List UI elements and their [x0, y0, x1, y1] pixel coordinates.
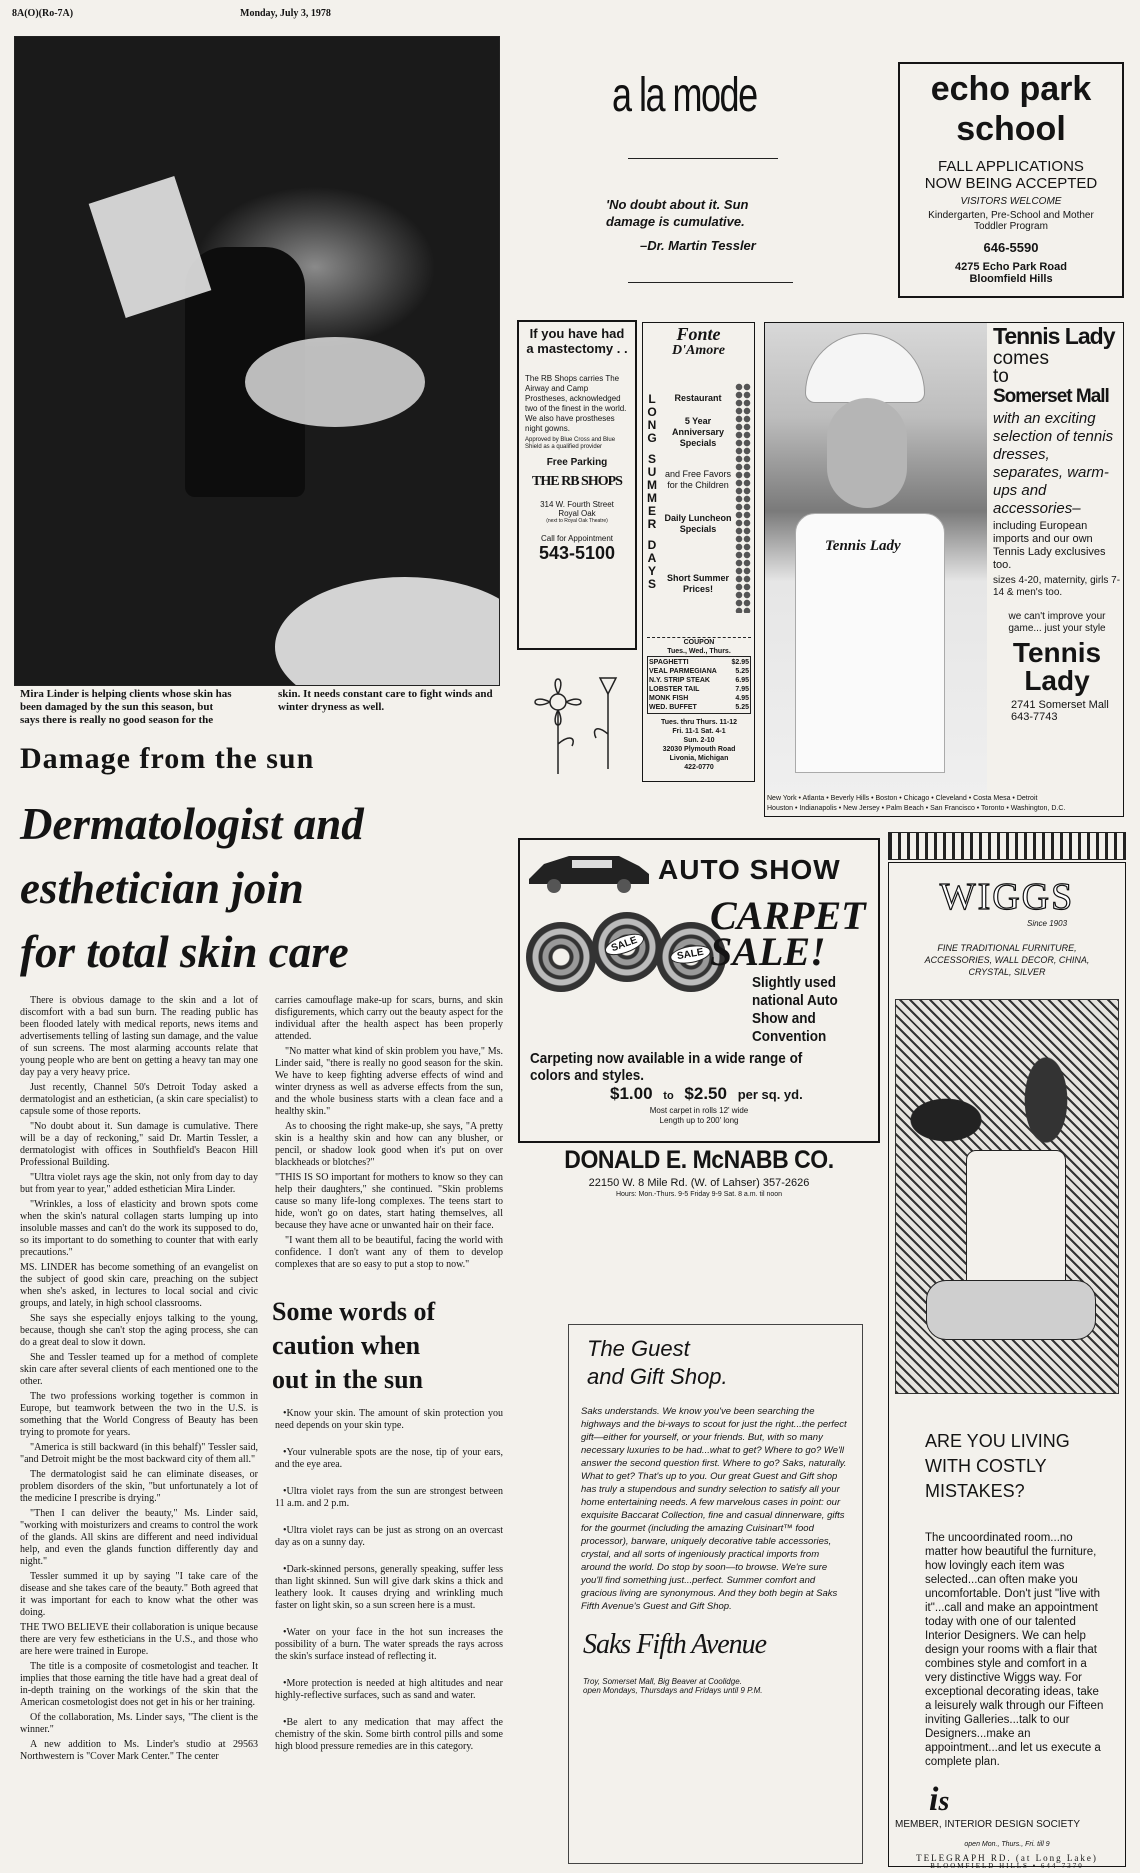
tennis-logo-2: Lady — [1024, 665, 1090, 696]
fonte-menu: SPAGHETTI $2.95 VEAL PARMEGIANA 5.25 N.Y. STRIP STEAK 6.95 LOBSTER TAIL 7.95 MONK FISH 4.95 WED. BUFFET 5.25 — [647, 656, 751, 714]
echo-name-2: school — [956, 110, 1066, 148]
headline-line-1: Dermatologist and — [20, 799, 364, 849]
alamode-quote: 'No doubt about it. Sun damage is cumulative. — [606, 197, 749, 229]
fonte-logo-2: D'Amore — [672, 343, 725, 358]
rb-logo: THE RB SHOPS — [532, 474, 622, 489]
fonte-coupon: COUPON — [647, 637, 751, 647]
article-col-1 — [20, 995, 258, 1855]
echo-address-1: 4275 Echo Park Road — [955, 261, 1067, 273]
flowers-illustration — [520, 664, 640, 784]
rb-shops-ad — [517, 320, 637, 650]
fonte-ad — [642, 322, 755, 782]
echo-visitors: VISITORS WELCOME — [960, 196, 1062, 207]
wiggs-address-2: BLOOMFIELD HILLS • 644-7370 — [930, 1862, 1084, 1870]
col1-p15: Of the collaboration, Ms. Linder says, "The client is the winner." — [20, 1712, 258, 1735]
rb-approved: Approved by Blue Cross and Blue Shield as a qualified provider — [525, 437, 616, 450]
tennis-mall: Somerset Mall — [993, 386, 1109, 407]
tennis-cities-1: New York • Atlanta • Beverly Hills • Boston • Chicago • Cleveland • Costa Mesa • Detroit — [767, 795, 1038, 802]
col1-p14: The title is a composite of cosmetologist and teacher. It implies that those earning the title have had a great deal of in-depth training on the workings of the skin that the American cosmetologist does not get in his or her training. — [20, 1661, 258, 1708]
fonte-vertical: L O N G S U M M E R D A Y S — [647, 392, 657, 591]
alamode-logo: a la mode — [612, 69, 757, 122]
guest-body: Saks understands. We know you've been searching the highways and the bi-ways to scout for just the right...the perfect gift—either for yourself, or your friends. But, with so many necessary luxuries to be had...what to get? Where to go? We'll answer the second question first. Where to go? Saks, naturally. What to get? That's up to you. Our great Guest and Gift shop has truly a stupendous and sundry selection to satisfy all your home entertaining needs. A few marvelous cases in point: our exquisite Baccarat Collection, fine and casual dinnerware, gifts for the gourmet (including the amazing Cuisinart™ food processor), barware, uniquely decorative table accessories, crystal, and all sorts of ingeniously practical imports from around the world. Do stop by soon—to browse. We're sure you'll find something just...perfect. Summer comfort and gracious living are synonymous. And they both begin at Saks Fifth Avenue's Guest and Gift Shop. — [581, 1406, 847, 1612]
tennis-to: to — [993, 366, 1009, 387]
echo-address-2: Bloomfield Hills — [969, 273, 1053, 285]
fonte-hours-2: Fri. 11-1 Sat. 4-1 — [672, 728, 726, 735]
col2-p4: "I want them all to be beautiful, facing the world with confidence. I don't want any of them to develop complexes that are so easy to put a stop to now." — [275, 1235, 503, 1270]
fonte-phone: 422-0770 — [684, 764, 714, 771]
col1-p4: "Wrinkles, a loss of elasticity and brown spots come when the skin's natural collagen starts lumping up into insoluble masses and can't do the work its supposed to do, so its important to do something to counter that with early precautions." — [20, 1199, 258, 1258]
tip-1: •Your vulnerable spots are the nose, tip of your ears, and the eye area. — [275, 1447, 503, 1470]
carpet-rolls — [526, 902, 726, 1012]
tip-6: •More protection is needed at high altitudes and near highly-reflective surfaces, such as sand and water. — [275, 1678, 503, 1701]
carpet-hours: Hours: Mon.-Thurs. 9-5 Friday 9-9 Sat. 8 a.m. til noon — [615, 1191, 783, 1198]
rb-headline: If you have had a mastectomy . . — [526, 326, 628, 356]
photo-caption-left: Mira Linder is helping clients whose skin has been damaged by the sun this season, but says there is really no good season for the — [20, 688, 232, 726]
main-photo — [14, 36, 500, 686]
wiggs-address-1: TELEGRAPH RD. (at Long Lake) — [916, 1853, 1098, 1863]
rb-address-3: (next to Royal Oak Theatre) — [546, 518, 608, 524]
tennis-cities-2: Houston • Indianapolis • New Jersey • Palm Beach • San Francisco • Toronto • Washington, D.C. — [767, 805, 1066, 812]
tip-2: •Ultra violet rays from the sun are strongest between 11 a.m. and 2 p.m. — [275, 1486, 503, 1509]
alamode-attribution: –Dr. Martin Tessler — [640, 238, 756, 253]
section-head: Damage from the sun — [20, 742, 315, 775]
col1-p16: A new addition to Ms. Linder's studio at 29563 Northwestern is "Cover Mark Center." The center — [20, 1739, 258, 1762]
tennis-sizes: sizes 4-20, maternity, girls 7-14 & men's too. — [993, 575, 1121, 598]
tip-7: •Be alert to any medication that may affect the chemistry of the skin. Some birth control pills and some high blood pressure remedies are in this category. — [275, 1717, 503, 1752]
col2-p1: "No matter what kind of skin problem you have," Ms. Linder said, "there is really no good season for the skin. We have to keep fighting adverse effects of wind and winter dryness as well as adverse effects from the sun, and the whole business starts with a clean face and a healthy skin." — [275, 1046, 503, 1117]
fonte-restaurant: Restaurant — [674, 393, 722, 403]
fonte-short-summer: Short Summer Prices! — [666, 573, 729, 594]
rb-parking: Free Parking — [546, 457, 608, 468]
tennis-shirt-logo: Tennis Lady — [825, 538, 901, 554]
fonte-anniv: 5 Year Anniversary Specials — [671, 416, 725, 448]
carpet-sale: SALE! — [710, 929, 826, 974]
tennis-logo-1: Tennis — [1012, 637, 1102, 668]
echo-phone: 646-5590 — [983, 240, 1039, 255]
carpet-note-1: Most carpet in rolls 12' wide — [649, 1106, 749, 1115]
col1-p12: Tessler summed it up by saying "I take care of the disease and she takes care of the beauty." Both agreed that it was important for each to know what the other was doing. — [20, 1571, 258, 1618]
col1-p9: "America is still backward (in this behalf)" Tessler said, "and Detroit might be the most backward city of them all." — [20, 1442, 258, 1465]
carpet-carpet: CARPET — [710, 893, 866, 938]
folio-page: 8A(O)(Ro-7A) — [12, 8, 74, 19]
rb-address-2: Royal Oak — [558, 509, 596, 518]
col1-p11: "Then I can deliver the beauty," Ms. Linder said, "working with moisturizers and creams to control the work of the glands. All skins are different and need individual help, and even the glands function differently day and night." — [20, 1508, 258, 1567]
saks-guest-ad — [568, 1324, 863, 1864]
carpet-price-2: $2.50 — [684, 1084, 727, 1103]
tip-5: •Water on your face in the hot sun increases the possibility of a burn. The water spreads the rays across the skin's surface instead of reflecting it. — [275, 1627, 503, 1662]
tennis-body-2: including European imports and our own Tennis Lady exclusives too. — [993, 520, 1106, 571]
fonte-lunch: Daily Luncheon Specials — [664, 513, 732, 534]
fonte-grapes — [735, 383, 751, 613]
tip-0: •Know your skin. The amount of skin protection you need depends on your skin type. — [275, 1408, 503, 1431]
tennis-comes: comes — [993, 348, 1049, 369]
saks-logo: Saks Fifth Avenue — [583, 1629, 767, 1660]
headline-line-2: esthetician join — [20, 863, 304, 913]
carpet-to: to — [663, 1090, 674, 1102]
tennis-body-1: with an exciting selection of tennis dresses, separates, warm-ups and accessories– — [993, 410, 1114, 517]
sidebar-title-2: caution when — [272, 1331, 421, 1360]
wiggs-is-logo: is — [929, 1781, 950, 1818]
fonte-hours-1: Tues. thru Thurs. 11-12 — [660, 719, 738, 726]
tip-4: •Dark-skinned persons, generally speaking, suffer less than light skinned. Sun will give dark skins a thick and leathery look. It causes drying and wrinkling much faster on light skin, so a sun screen here is a must. — [275, 1564, 503, 1611]
guest-footer-1: Troy, Somerset Mall, Big Beaver at Coolidge. — [583, 1677, 742, 1686]
col1-p2: "No doubt about it. Sun damage is cumulative. There will be a day of reckoning," said Dr. Martin Tessler, a dermatologist with offices in Southfield's Beacon Hill Professional Building. — [20, 1121, 258, 1168]
fonte-hours-3: Sun. 2-10 — [683, 737, 715, 744]
rb-body: The RB Shops carries The Airway and Camp Prostheses, acknowledged two of the finest in the world. We also have prostheses night gowns. — [525, 374, 627, 433]
col1-p7: She and Tessler teamed up for a method of complete skin care after several clients of each mentioned one to the other. — [20, 1352, 258, 1387]
carpet-auto: AUTO SHOW — [658, 854, 841, 885]
sidebar-title-1: Some words of — [272, 1297, 436, 1326]
col1-p10: The dermatologist said he can eliminate diseases, or problem disorders of the skin, "but unfortunately a lot of the medicine I prescribe is drying." — [20, 1469, 258, 1504]
sidebar-title — [272, 1295, 502, 1397]
col1-p13: THE TWO BELIEVE their collaboration is unique because there are very few estheticians in the U.S., and those who are here were trained in Europe. — [20, 1622, 258, 1657]
wiggs-society: MEMBER, INTERIOR DESIGN SOCIETY — [895, 1819, 1081, 1830]
tennis-improve: we can't improve your game... just your style — [1008, 611, 1106, 634]
carpet-price-1: $1.00 — [610, 1084, 653, 1103]
headline-line-3: for total skin care — [20, 927, 349, 977]
wiggs-tagline: FINE TRADITIONAL FURNITURE, ACCESSORIES, WALL DECOR, CHINA, CRYSTAL, SILVER — [924, 943, 1090, 977]
wiggs-illustration — [895, 999, 1119, 1394]
echo-name-1: echo park — [930, 70, 1092, 108]
carpet-available: Carpeting now available in a wide range of colors and styles. — [530, 1050, 803, 1084]
tennis-photo — [765, 323, 987, 793]
guest-title-2: and Gift Shop. — [587, 1364, 728, 1389]
echo-programs: Kindergarten, Pre-School and Mother Toddler Program — [928, 210, 1094, 232]
sidebar-tips — [275, 1408, 503, 1863]
wiggs-hours: open Mon., Thurs., Fri. till 9 — [964, 1841, 1050, 1848]
rb-phone: 543-5100 — [538, 543, 616, 563]
sale-tag-2: SALE — [669, 943, 712, 967]
sale-tag-1: SALE — [602, 930, 646, 960]
col1-p0: There is obvious damage to the skin and a lot of discomfort with a bad sun burn. The reading public has been flooded lately with medical reports, news items and advertisements telling of lasting sun damage, and the value of sun screens. The most alarming accounts relate that young people who are bent on getting a heavy tan may one day pay a very heavy price. — [20, 995, 258, 1078]
fonte-address-2: Livonia, Michigan — [669, 755, 729, 762]
echo-line-1: FALL APPLICATIONS — [938, 158, 1084, 175]
wiggs-since: Since 1903 — [1026, 919, 1068, 928]
tennis-brand: Tennis Lady — [993, 323, 1115, 349]
rb-call: Call for Appointment — [540, 534, 614, 543]
tennis-lady-ad — [764, 322, 1124, 817]
wiggs-ad — [888, 862, 1126, 1867]
wiggs-logo: WIGGS — [939, 876, 1075, 918]
col1-p3: "Ultra violet rays age the skin, not only from day to day but from year to year," added esthetician Mira Linder. — [20, 1172, 258, 1195]
col1-p1: Just recently, Channel 50's Detroit Today asked a dermatologist and an esthetician, (a skin care specialist) to capsule some of those reports. — [20, 1082, 258, 1117]
headline — [20, 792, 500, 984]
carpet-company: DONALD E. McNABB CO. — [564, 1146, 834, 1174]
echo-park-ad — [898, 62, 1124, 298]
echo-line-2: NOW BEING ACCEPTED — [924, 175, 1098, 192]
col1-p8: The two professions working together is common in Europe, but teamwork between the two in the U.S. is something that the World Congress of Beauty has been trying to promote for years. — [20, 1391, 258, 1438]
folio-date: Monday, July 3, 1978 — [240, 8, 331, 19]
guest-title-1: The Guest — [587, 1336, 690, 1361]
article-col-2 — [275, 995, 503, 1295]
carpet-used: Slightly used national Auto Show and Convention — [752, 974, 838, 1045]
col1-p5: MS. LINDER has become something of an evangelist on the subject of good skin care, preaching on the subject when she's asked, in lectures to local social and civic groups, and lately, in high school classrooms. — [20, 1262, 258, 1309]
wiggs-question: ARE YOU LIVING WITH COSTLY MISTAKES? — [925, 1431, 1070, 1501]
rb-address-1: 314 W. Fourth Street — [540, 500, 614, 509]
carpet-address: 22150 W. 8 Mile Rd. (W. of Lahser) 357-2626 — [588, 1177, 810, 1189]
tennis-address: 2741 Somerset Mall — [1011, 699, 1109, 711]
fonte-address-1: 32030 Plymouth Road — [662, 746, 736, 753]
photo-caption-right: skin. It needs constant care to fight winds and winter dryness as well. — [278, 688, 493, 713]
wiggs-body: The uncoordinated room...no matter how beautiful the furniture, how lovingly each item was selected...can often make you uncomfortable. Don't just "live with it"...call and make an appointment today with one of our talented Interior Designers. We can help design your rooms with a flair that combines style and comfort in a very distinctive Wiggs way. For exceptional decorating ideas, take a leisurely walk through our Fifteen inviting Galleries...talk to our Designers...make an appointment...and let us execute a complete plan. — [925, 1532, 1104, 1768]
guest-footer-2: open Mondays, Thursdays and Fridays until 9 P.M. — [583, 1686, 763, 1695]
col2-p2: As to choosing the right make-up, she says, "A pretty skin is a healthy skin and how can any blusher, or pencil, or shadow look good when it's put on over blackheads or blotches?" — [275, 1121, 503, 1168]
car-illustration — [524, 844, 654, 894]
tennis-phone: 643-7743 — [1011, 711, 1058, 723]
fonte-favors: and Free Favors for the Children — [664, 469, 732, 490]
col1-p6: She says she especially enjoys talking to the young, because, though she can't stop the aging process, she can do a great deal to slow it down. — [20, 1313, 258, 1348]
carpet-ad — [518, 838, 880, 1143]
col2-p0: carries camouflage make-up for scars, burns, and skin disfigurements, which carry out the beauty aspect for the individual after the health aspect has been properly attended. — [275, 995, 503, 1042]
fonte-logo-1: Fonte — [676, 324, 721, 344]
sidebar-title-3: out in the sun — [272, 1365, 423, 1394]
col2-p3: "THIS IS SO important for mothers to know so they can help their daughters," she continued. "Skin problems cause so many life-long complexes. The teens start to hide, won't go on dates, start hating themselves, all because they have acne or unwanted hair on their face. — [275, 1172, 503, 1231]
carpet-per: per sq. yd. — [737, 1087, 803, 1102]
tip-3: •Ultra violet rays can be just as strong on an overcast day as on a sunny day. — [275, 1525, 503, 1548]
carpet-note-2: Length up to 200' long — [659, 1116, 739, 1125]
wiggs-border-pattern — [888, 832, 1126, 860]
fonte-days: Tues., Wed., Thurs. — [667, 648, 731, 655]
